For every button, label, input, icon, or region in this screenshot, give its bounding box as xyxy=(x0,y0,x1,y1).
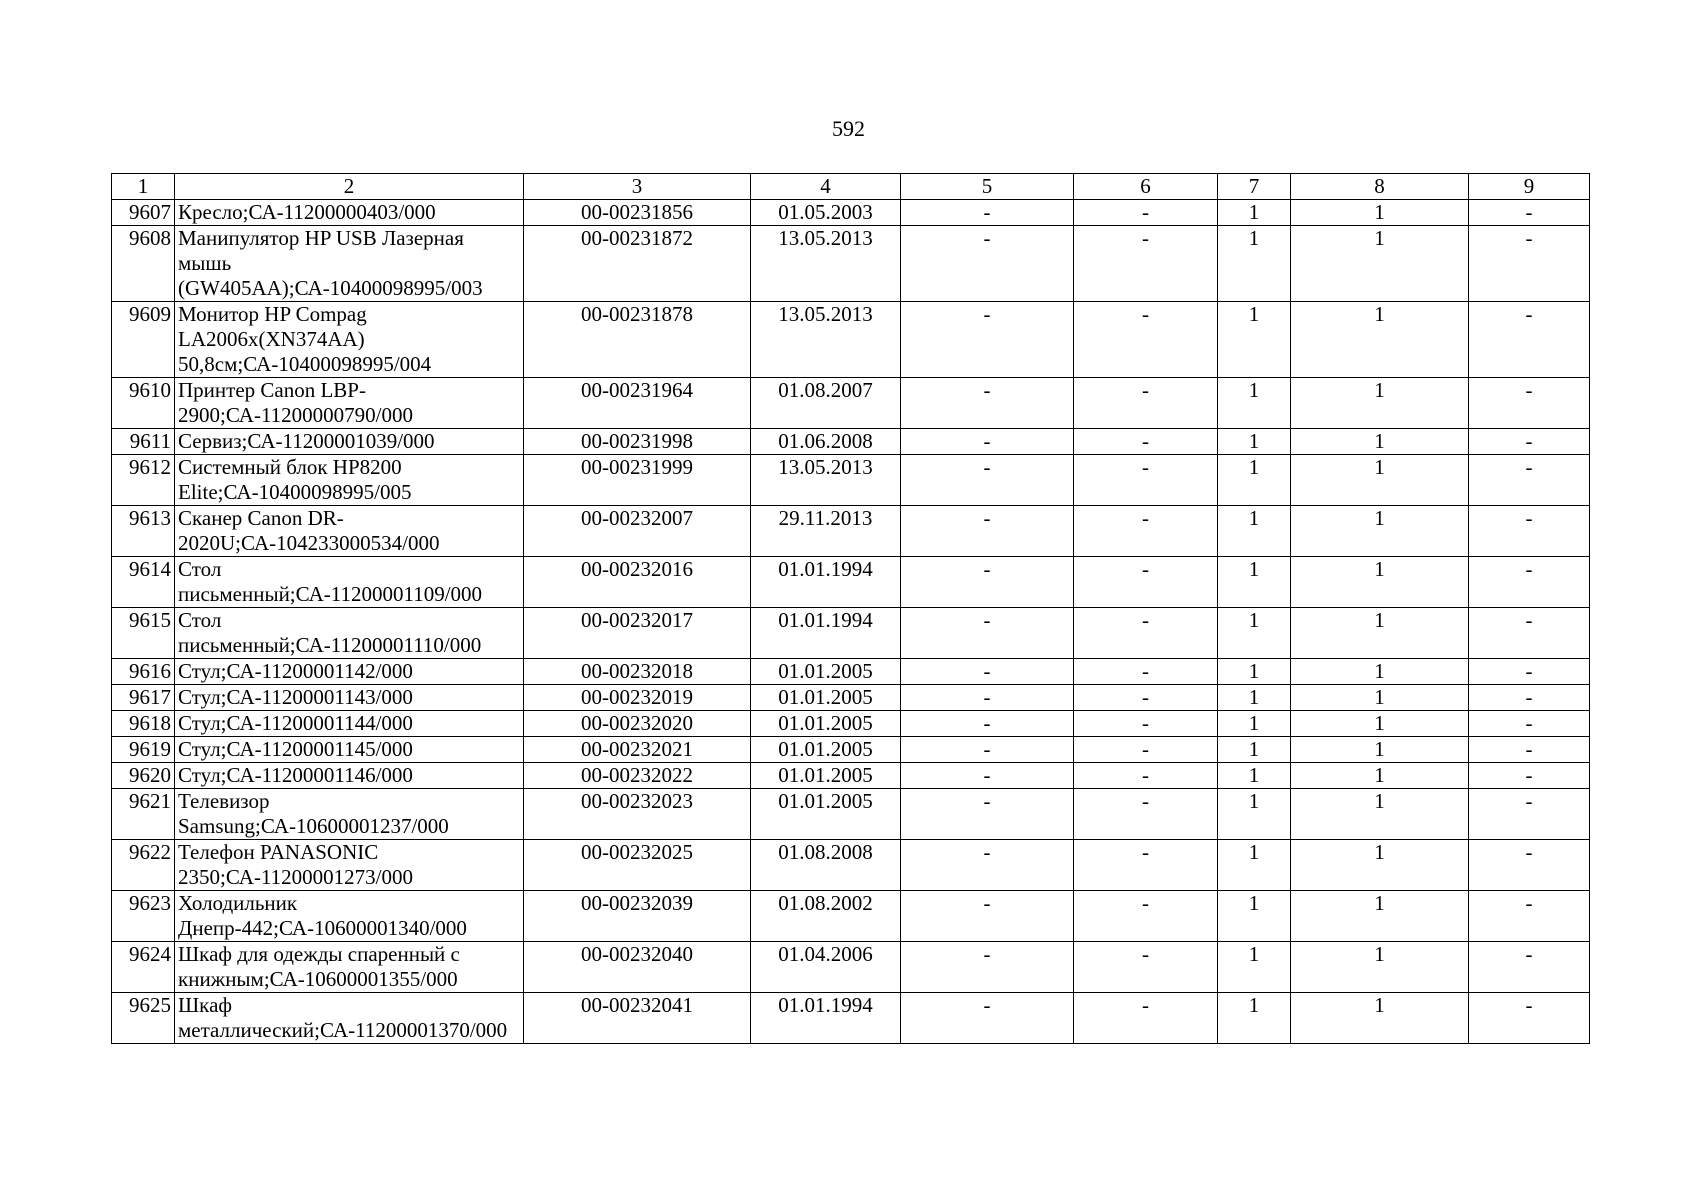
item-name: Стул;СА-11200001145/000 xyxy=(175,737,524,763)
cell-col-5: - xyxy=(901,789,1074,840)
cell-col-5: - xyxy=(901,840,1074,891)
acquisition-date: 01.01.2005 xyxy=(751,685,901,711)
table-row xyxy=(112,891,1590,942)
cell-col-7: 1 xyxy=(1218,608,1291,659)
cell-col-9: - xyxy=(1469,455,1590,506)
cell-col-5: - xyxy=(901,993,1074,1044)
cell-col-8: 1 xyxy=(1291,506,1469,557)
item-name: Шкаф металлический;СА-11200001370/000 xyxy=(175,993,524,1044)
acquisition-date: 13.05.2013 xyxy=(751,302,901,378)
cell-col-9: - xyxy=(1469,737,1590,763)
cell-col-5: - xyxy=(901,763,1074,789)
cell-col-8: 1 xyxy=(1291,557,1469,608)
cell-col-9: - xyxy=(1469,711,1590,737)
table-row xyxy=(112,506,1590,557)
row-number: 9624 xyxy=(112,942,175,993)
column-header: 3 xyxy=(524,174,751,200)
acquisition-date: 01.01.1994 xyxy=(751,608,901,659)
cell-col-7: 1 xyxy=(1218,685,1291,711)
cell-col-9: - xyxy=(1469,429,1590,455)
inventory-number: 00-00232020 xyxy=(524,711,751,737)
cell-col-8: 1 xyxy=(1291,455,1469,506)
inventory-number: 00-00232022 xyxy=(524,763,751,789)
inventory-number: 00-00231964 xyxy=(524,378,751,429)
cell-col-6: - xyxy=(1074,685,1218,711)
cell-col-8: 1 xyxy=(1291,789,1469,840)
row-number: 9625 xyxy=(112,993,175,1044)
cell-col-6: - xyxy=(1074,763,1218,789)
row-number: 9617 xyxy=(112,685,175,711)
row-number: 9619 xyxy=(112,737,175,763)
row-number: 9609 xyxy=(112,302,175,378)
table-row xyxy=(112,763,1590,789)
cell-col-8: 1 xyxy=(1291,840,1469,891)
cell-col-6: - xyxy=(1074,378,1218,429)
row-number: 9607 xyxy=(112,200,175,226)
row-number: 9621 xyxy=(112,789,175,840)
table-row xyxy=(112,557,1590,608)
page-number: 592 xyxy=(832,116,865,141)
cell-col-9: - xyxy=(1469,993,1590,1044)
acquisition-date: 01.01.1994 xyxy=(751,557,901,608)
cell-col-9: - xyxy=(1469,378,1590,429)
cell-col-7: 1 xyxy=(1218,506,1291,557)
cell-col-8: 1 xyxy=(1291,737,1469,763)
asset-table xyxy=(111,173,1590,1044)
cell-col-9: - xyxy=(1469,608,1590,659)
cell-col-9: - xyxy=(1469,659,1590,685)
inventory-number: 00-00232021 xyxy=(524,737,751,763)
cell-col-8: 1 xyxy=(1291,763,1469,789)
item-name: Принтер Canon LBP-2900;СА-11200000790/000 xyxy=(175,378,524,429)
cell-col-5: - xyxy=(901,685,1074,711)
cell-col-9: - xyxy=(1469,557,1590,608)
table-row xyxy=(112,942,1590,993)
row-number: 9612 xyxy=(112,455,175,506)
cell-col-9: - xyxy=(1469,302,1590,378)
table-row xyxy=(112,226,1590,302)
column-header: 5 xyxy=(901,174,1074,200)
item-name: Стул;СА-11200001144/000 xyxy=(175,711,524,737)
cell-col-8: 1 xyxy=(1291,200,1469,226)
acquisition-date: 01.08.2008 xyxy=(751,840,901,891)
cell-col-6: - xyxy=(1074,840,1218,891)
column-header: 2 xyxy=(175,174,524,200)
cell-col-5: - xyxy=(901,608,1074,659)
cell-col-7: 1 xyxy=(1218,993,1291,1044)
acquisition-date: 29.11.2013 xyxy=(751,506,901,557)
cell-col-7: 1 xyxy=(1218,557,1291,608)
row-number: 9618 xyxy=(112,711,175,737)
inventory-number: 00-00232023 xyxy=(524,789,751,840)
cell-col-8: 1 xyxy=(1291,942,1469,993)
cell-col-8: 1 xyxy=(1291,429,1469,455)
table-row xyxy=(112,685,1590,711)
cell-col-7: 1 xyxy=(1218,659,1291,685)
inventory-number: 00-00231872 xyxy=(524,226,751,302)
cell-col-9: - xyxy=(1469,506,1590,557)
cell-col-7: 1 xyxy=(1218,891,1291,942)
table-row xyxy=(112,429,1590,455)
column-header: 9 xyxy=(1469,174,1590,200)
acquisition-date: 01.01.2005 xyxy=(751,659,901,685)
cell-col-9: - xyxy=(1469,685,1590,711)
cell-col-9: - xyxy=(1469,840,1590,891)
item-name: Шкаф для одежды спаренный с книжным;СА-10600001355/000 xyxy=(175,942,524,993)
cell-col-6: - xyxy=(1074,226,1218,302)
cell-col-7: 1 xyxy=(1218,200,1291,226)
cell-col-5: - xyxy=(901,302,1074,378)
cell-col-9: - xyxy=(1469,763,1590,789)
cell-col-6: - xyxy=(1074,711,1218,737)
cell-col-6: - xyxy=(1074,942,1218,993)
table-row xyxy=(112,378,1590,429)
cell-col-6: - xyxy=(1074,200,1218,226)
cell-col-6: - xyxy=(1074,789,1218,840)
cell-col-9: - xyxy=(1469,942,1590,993)
table-row xyxy=(112,455,1590,506)
table-row xyxy=(112,993,1590,1044)
cell-col-8: 1 xyxy=(1291,378,1469,429)
table-row xyxy=(112,200,1590,226)
cell-col-8: 1 xyxy=(1291,608,1469,659)
table-row xyxy=(112,789,1590,840)
item-name: Стол письменный;СА-11200001110/000 xyxy=(175,608,524,659)
inventory-number: 00-00232017 xyxy=(524,608,751,659)
item-name: Монитор HP Compag LA2006x(XN374AA) 50,8см;СА-10400098995/004 xyxy=(175,302,524,378)
cell-col-7: 1 xyxy=(1218,429,1291,455)
table-row xyxy=(112,302,1590,378)
cell-col-9: - xyxy=(1469,789,1590,840)
cell-col-7: 1 xyxy=(1218,942,1291,993)
item-name: Системный блок HP8200 Elite;СА-10400098995/005 xyxy=(175,455,524,506)
row-number: 9610 xyxy=(112,378,175,429)
cell-col-6: - xyxy=(1074,993,1218,1044)
cell-col-5: - xyxy=(901,659,1074,685)
acquisition-date: 01.08.2002 xyxy=(751,891,901,942)
cell-col-6: - xyxy=(1074,557,1218,608)
acquisition-date: 01.01.2005 xyxy=(751,763,901,789)
cell-col-5: - xyxy=(901,711,1074,737)
item-name: Стул;СА-11200001143/000 xyxy=(175,685,524,711)
inventory-number: 00-00231999 xyxy=(524,455,751,506)
cell-col-6: - xyxy=(1074,429,1218,455)
column-header: 1 xyxy=(112,174,175,200)
cell-col-5: - xyxy=(901,737,1074,763)
inventory-number: 00-00232016 xyxy=(524,557,751,608)
cell-col-8: 1 xyxy=(1291,302,1469,378)
column-header: 7 xyxy=(1218,174,1291,200)
cell-col-9: - xyxy=(1469,200,1590,226)
cell-col-7: 1 xyxy=(1218,302,1291,378)
cell-col-7: 1 xyxy=(1218,763,1291,789)
cell-col-5: - xyxy=(901,455,1074,506)
item-name: Манипулятор HP USB Лазерная мышь (GW405AA);СА-10400098995/003 xyxy=(175,226,524,302)
cell-col-8: 1 xyxy=(1291,659,1469,685)
cell-col-6: - xyxy=(1074,302,1218,378)
cell-col-6: - xyxy=(1074,455,1218,506)
cell-col-5: - xyxy=(901,506,1074,557)
inventory-number: 00-00232041 xyxy=(524,993,751,1044)
table-row xyxy=(112,608,1590,659)
cell-col-6: - xyxy=(1074,506,1218,557)
inventory-number: 00-00232039 xyxy=(524,891,751,942)
item-name: Стул;СА-11200001146/000 xyxy=(175,763,524,789)
cell-col-8: 1 xyxy=(1291,891,1469,942)
row-number: 9616 xyxy=(112,659,175,685)
cell-col-5: - xyxy=(901,942,1074,993)
cell-col-9: - xyxy=(1469,226,1590,302)
cell-col-7: 1 xyxy=(1218,789,1291,840)
table-row xyxy=(112,659,1590,685)
row-number: 9613 xyxy=(112,506,175,557)
acquisition-date: 01.01.2005 xyxy=(751,711,901,737)
cell-col-7: 1 xyxy=(1218,226,1291,302)
cell-col-5: - xyxy=(901,429,1074,455)
item-name: Сервиз;СА-11200001039/000 xyxy=(175,429,524,455)
cell-col-8: 1 xyxy=(1291,993,1469,1044)
row-number: 9608 xyxy=(112,226,175,302)
table-header-row xyxy=(112,174,1590,200)
cell-col-7: 1 xyxy=(1218,455,1291,506)
acquisition-date: 01.06.2008 xyxy=(751,429,901,455)
table-row xyxy=(112,840,1590,891)
item-name: Телефон PANASONIC 2350;СА-11200001273/000 xyxy=(175,840,524,891)
cell-col-8: 1 xyxy=(1291,685,1469,711)
cell-col-5: - xyxy=(901,891,1074,942)
column-header: 6 xyxy=(1074,174,1218,200)
table-row xyxy=(112,711,1590,737)
item-name: Стол письменный;СА-11200001109/000 xyxy=(175,557,524,608)
acquisition-date: 01.01.1994 xyxy=(751,993,901,1044)
acquisition-date: 01.04.2006 xyxy=(751,942,901,993)
item-name: Сканер Canon DR-2020U;СА-104233000534/000 xyxy=(175,506,524,557)
inventory-number: 00-00231856 xyxy=(524,200,751,226)
cell-col-7: 1 xyxy=(1218,737,1291,763)
acquisition-date: 13.05.2013 xyxy=(751,226,901,302)
cell-col-8: 1 xyxy=(1291,711,1469,737)
acquisition-date: 01.08.2007 xyxy=(751,378,901,429)
cell-col-8: 1 xyxy=(1291,226,1469,302)
inventory-number: 00-00232025 xyxy=(524,840,751,891)
item-name: Кресло;СА-11200000403/000 xyxy=(175,200,524,226)
acquisition-date: 01.05.2003 xyxy=(751,200,901,226)
row-number: 9623 xyxy=(112,891,175,942)
inventory-number: 00-00232040 xyxy=(524,942,751,993)
cell-col-6: - xyxy=(1074,737,1218,763)
cell-col-5: - xyxy=(901,226,1074,302)
cell-col-5: - xyxy=(901,378,1074,429)
column-header: 8 xyxy=(1291,174,1469,200)
cell-col-6: - xyxy=(1074,608,1218,659)
cell-col-7: 1 xyxy=(1218,840,1291,891)
cell-col-6: - xyxy=(1074,891,1218,942)
acquisition-date: 01.01.2005 xyxy=(751,737,901,763)
cell-col-6: - xyxy=(1074,659,1218,685)
cell-col-7: 1 xyxy=(1218,711,1291,737)
row-number: 9622 xyxy=(112,840,175,891)
cell-col-9: - xyxy=(1469,891,1590,942)
inventory-number: 00-00232018 xyxy=(524,659,751,685)
acquisition-date: 13.05.2013 xyxy=(751,455,901,506)
cell-col-7: 1 xyxy=(1218,378,1291,429)
item-name: Холодильник Днепр-442;СА-10600001340/000 xyxy=(175,891,524,942)
inventory-number: 00-00232019 xyxy=(524,685,751,711)
row-number: 9620 xyxy=(112,763,175,789)
table-row xyxy=(112,737,1590,763)
row-number: 9615 xyxy=(112,608,175,659)
inventory-number: 00-00232007 xyxy=(524,506,751,557)
cell-col-5: - xyxy=(901,200,1074,226)
item-name: Телевизор Samsung;СА-10600001237/000 xyxy=(175,789,524,840)
inventory-number: 00-00231998 xyxy=(524,429,751,455)
column-header: 4 xyxy=(751,174,901,200)
cell-col-5: - xyxy=(901,557,1074,608)
row-number: 9614 xyxy=(112,557,175,608)
inventory-number: 00-00231878 xyxy=(524,302,751,378)
item-name: Стул;СА-11200001142/000 xyxy=(175,659,524,685)
acquisition-date: 01.01.2005 xyxy=(751,789,901,840)
row-number: 9611 xyxy=(112,429,175,455)
